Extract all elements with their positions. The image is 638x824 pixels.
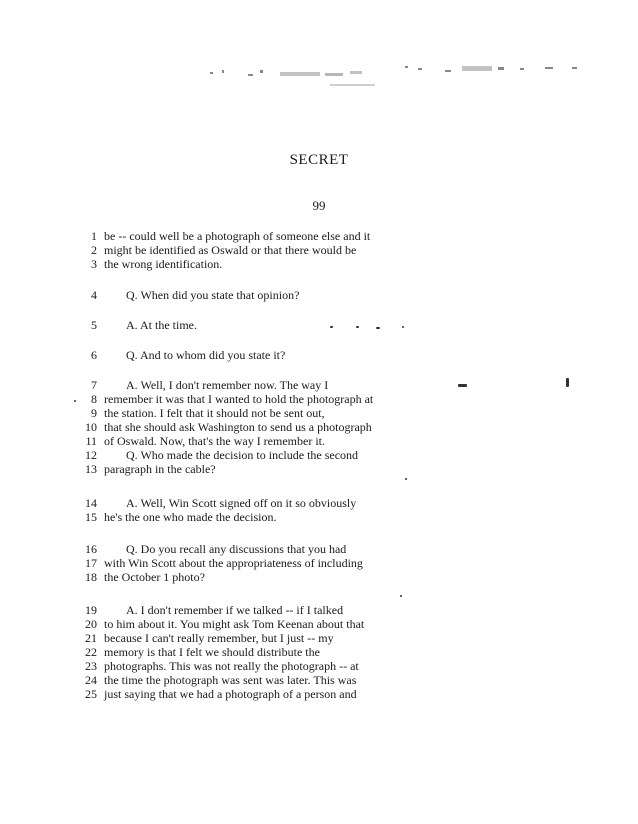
- transcript-line: [0, 617, 638, 631]
- transcript-line: [0, 687, 638, 701]
- line-text: might be identified as Oswald or that there would be: [104, 243, 357, 257]
- line-number: 17: [85, 556, 97, 570]
- transcript-line: [0, 631, 638, 645]
- line-number: 22: [85, 645, 97, 659]
- line-number: 1: [91, 229, 97, 243]
- line-text: Q. When did you state that opinion?: [126, 288, 300, 302]
- line-number: 25: [85, 687, 97, 701]
- line-text: photographs. This was not really the photograph -- at: [104, 659, 359, 673]
- line-number: 15: [85, 510, 97, 524]
- line-number: 19: [85, 603, 97, 617]
- line-number: 12: [85, 448, 97, 462]
- line-number: 20: [85, 617, 97, 631]
- scan-speck: [405, 478, 407, 480]
- transcript-line: [0, 434, 638, 448]
- transcript-line: [0, 318, 638, 332]
- line-text: remember it was that I wanted to hold the photograph at: [104, 392, 374, 406]
- line-text: that she should ask Washington to send us a photograph: [104, 420, 372, 434]
- line-text: memory is that I felt we should distribute the: [104, 645, 320, 659]
- scan-speck: [458, 384, 467, 387]
- transcript-line: [0, 378, 638, 392]
- line-number: 10: [85, 420, 97, 434]
- line-number: 18: [85, 570, 97, 584]
- transcript-line: [0, 288, 638, 302]
- line-number: 23: [85, 659, 97, 673]
- line-number: 3: [91, 257, 97, 271]
- transcript-line: [0, 406, 638, 420]
- line-number: 6: [91, 348, 97, 362]
- line-number: 16: [85, 542, 97, 556]
- scan-speck: [402, 326, 404, 328]
- line-number: 9: [91, 406, 97, 420]
- line-text: paragraph in the cable?: [104, 462, 216, 476]
- scan-speck: [74, 400, 76, 402]
- line-text: the October 1 photo?: [104, 570, 205, 584]
- line-text: of Oswald. Now, that's the way I remember it.: [104, 434, 325, 448]
- transcript-line: [0, 659, 638, 673]
- transcript-line: [0, 510, 638, 524]
- transcript-line: [0, 243, 638, 257]
- transcript-line: [0, 645, 638, 659]
- line-text: A. Well, Win Scott signed off on it so obviously: [126, 496, 357, 510]
- line-text: Q. Who made the decision to include the second: [126, 448, 359, 462]
- line-number: 8: [91, 392, 97, 406]
- scan-speck: [330, 326, 333, 328]
- line-text: with Win Scott about the appropriateness of including: [104, 556, 363, 570]
- transcript-line: [0, 556, 638, 570]
- scan-noise: [200, 58, 600, 98]
- line-number: 21: [85, 631, 97, 645]
- line-text: to him about it. You might ask Tom Keenan about that: [104, 617, 365, 631]
- line-text: A. I don't remember if we talked -- if I talked: [126, 603, 344, 617]
- transcript-line: [0, 542, 638, 556]
- scan-speck: [400, 595, 402, 597]
- line-text: he's the one who made the decision.: [104, 510, 277, 524]
- transcript-line: [0, 496, 638, 510]
- line-text: A. Well, I don't remember now. The way I: [126, 378, 329, 392]
- transcript-line: [0, 229, 638, 243]
- line-text: just saying that we had a photograph of a person and: [104, 687, 357, 701]
- transcript-line: [0, 392, 638, 406]
- scan-speck: [566, 378, 569, 387]
- line-text: be -- could well be a photograph of someone else and it: [104, 229, 371, 243]
- line-text: A. At the time.: [126, 318, 197, 332]
- line-number: 7: [91, 378, 97, 392]
- transcript-line: [0, 448, 638, 462]
- line-number: 4: [91, 288, 97, 302]
- transcript-line: [0, 257, 638, 271]
- line-number: 2: [91, 243, 97, 257]
- line-number: 11: [85, 434, 97, 448]
- line-text: Q. And to whom did you state it?: [126, 348, 286, 362]
- transcript-line: [0, 348, 638, 362]
- scan-speck: [376, 327, 380, 329]
- line-number: 14: [85, 496, 97, 510]
- transcript-line: [0, 603, 638, 617]
- line-text: the station. I felt that it should not be sent out,: [104, 406, 325, 420]
- transcript-line: [0, 462, 638, 476]
- page-number: 99: [312, 198, 326, 213]
- classification-marking: SECRET: [289, 152, 349, 168]
- transcript-line: [0, 673, 638, 687]
- line-text: the time the photograph was sent was later. This was: [104, 673, 357, 687]
- line-text: Q. Do you recall any discussions that you had: [126, 542, 347, 556]
- line-number: 24: [85, 673, 97, 687]
- line-number: 13: [85, 462, 97, 476]
- transcript-line: [0, 420, 638, 434]
- line-text: the wrong identification.: [104, 257, 223, 271]
- line-text: because I can't really remember, but I just -- my: [104, 631, 334, 645]
- transcript-line: [0, 570, 638, 584]
- line-number: 5: [91, 318, 97, 332]
- scan-speck: [356, 326, 359, 328]
